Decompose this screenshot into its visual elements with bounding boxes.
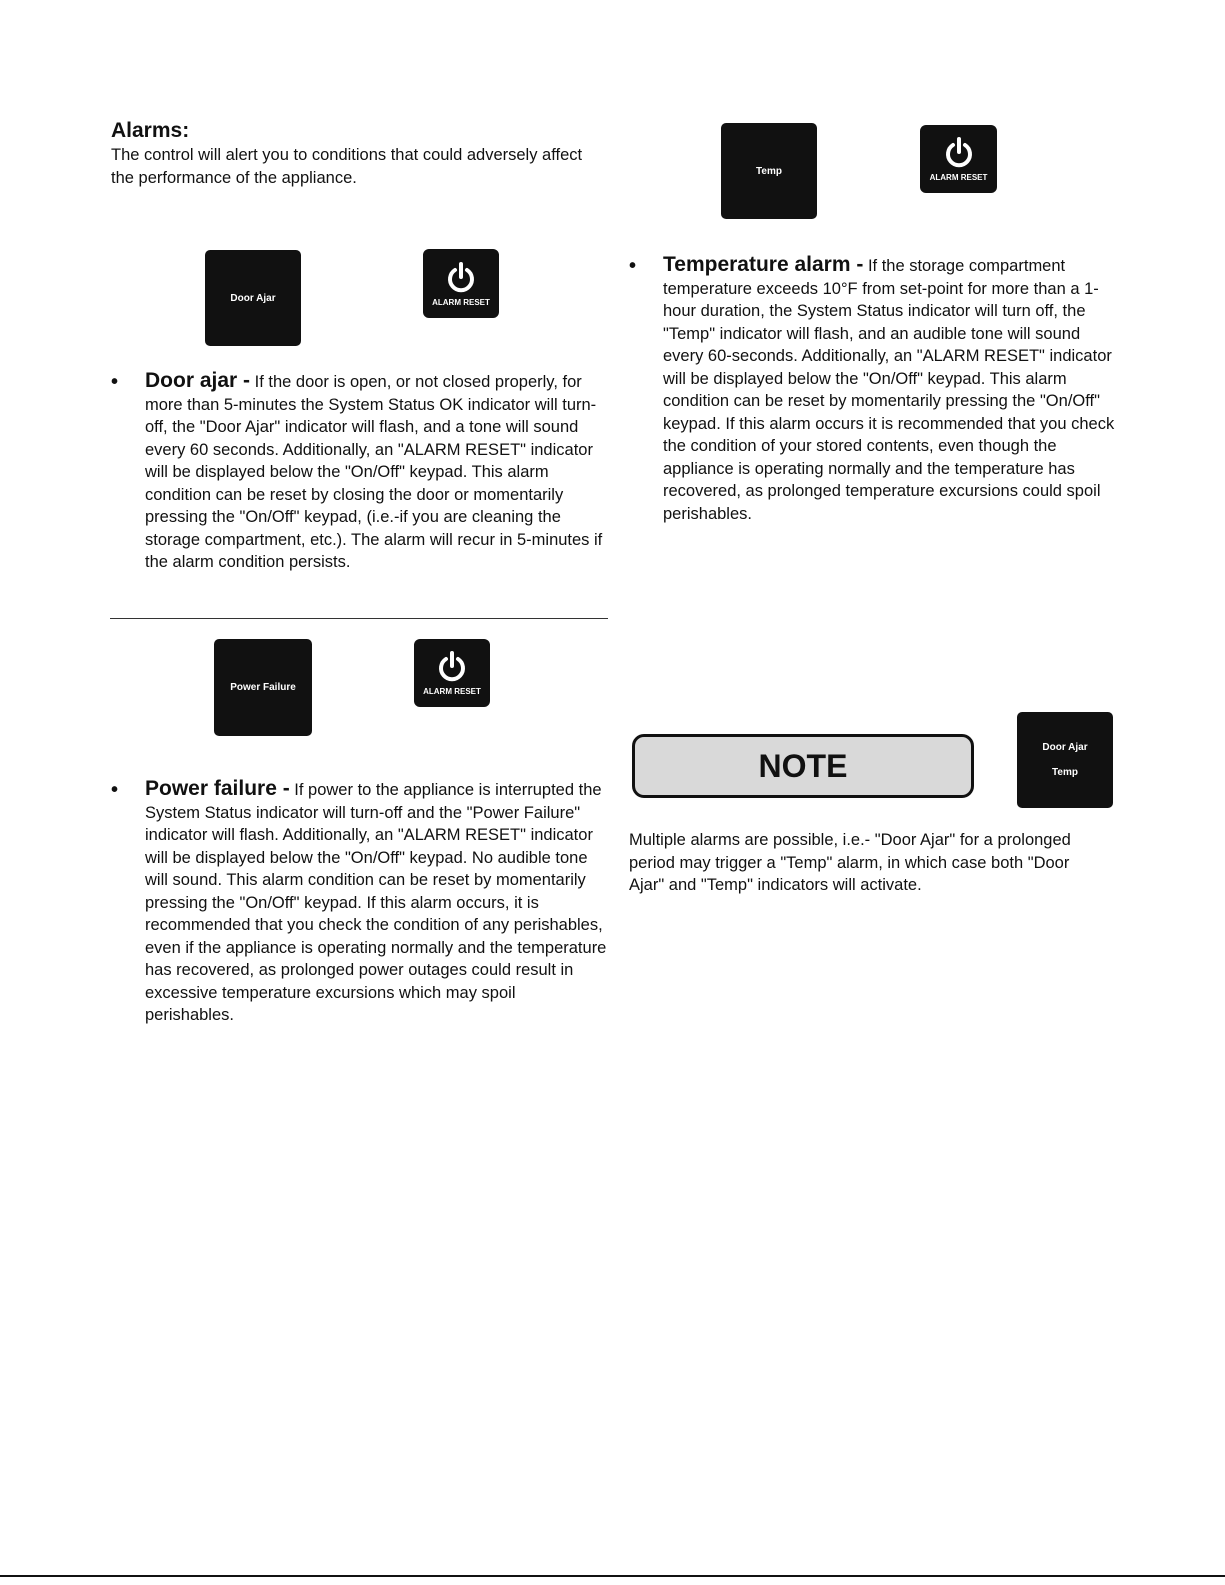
power-icon [444,261,478,295]
door-ajar-indicator [205,250,301,346]
bullet: • [629,255,637,277]
alarm-reset-indicator [414,639,490,707]
power-icon [942,136,976,170]
power-icon [435,650,469,684]
page-bottom-rule [0,1575,1225,1577]
note-text: Multiple alarms are possible, i.e.- "Door Ajar" for a prolonged period may trigger a "Temp" alarm, in which case both "Door Ajar" and "Temp" indicators will activate. [629,831,1071,894]
door-ajar-indicator-label: Door Ajar [230,292,276,304]
temperature-alarm-body: If the storage compartment temperature exceeds 10°F from set-point for more than a 1-hour duration, the System Status indicator will turn off, the "Temp" indicator will flash, and an audible tone will sound every 60-seconds. Additionally, an "ALARM RESET" indicator will be displayed below the "On/Off" keypad. This alarm condition can be reset by momentarily pressing the "On/Off" keypad. If this alarm occurs it is recommended that you check the condition of your stored contents, even though the appliance is operating normally and the temperature has recovered, as prolonged temperature excursions could spoil perishables. [663,257,1115,523]
temp-indicator-label: Temp [756,165,782,177]
door-ajar-label: Door Ajar [1042,742,1088,753]
door-ajar-body: If the door is open, or not closed properly, for more than 5-minutes the System Status OK indicator will turn-off, the "Door Ajar" indicator will flash, and a tone will sound every 60 seconds. Additionally, an "ALARM RESET" indicator will be displayed below the "On/Off" keypad. This alarm condition can be reset by closing the door or momentarily pressing the "On/Off" keypad, (i.e.-if you are cleaning the storage compartment, etc.). The alarm will recur in 5-minutes if the alarm condition persists. [145,373,603,571]
alarm-reset-indicator [423,249,499,318]
alarm-reset-indicator [920,125,997,193]
section-heading: Alarms: [111,119,190,142]
multiple-alarm-indicator [1017,712,1113,808]
bullet: • [111,779,119,801]
temperature-alarm-title: Temperature alarm - [663,253,864,276]
power-failure-body: If power to the appliance is interrupted the System Status indicator will turn-off and the "Power Failure" indicator will flash. Additionally, an "ALARM RESET" indicator will be displayed below the "On/Off" keypad. No audible tone will sound. This alarm condition can be reset by momentarily pressing the "On/Off" keypad. If this alarm occurs, it is recommended that you check the condition of any perishables, even if the appliance is operating normally and the temperature has recovered, as prolonged power outages could result in excessive temperature excursions which may spoil perishables. [145,781,607,1024]
power-failure-indicator-label: Power Failure [230,682,296,693]
temp-label: Temp [1052,767,1078,778]
alarm-reset-label: ALARM RESET [423,687,481,696]
temperature-alarm-description [663,254,1125,525]
alarm-reset-label: ALARM RESET [929,173,988,182]
door-ajar-description [145,370,607,574]
note-label: NOTE [758,747,848,784]
alarm-reset-label: ALARM RESET [432,297,490,307]
power-failure-description [145,778,607,1027]
power-failure-title: Power failure - [145,777,290,800]
intro-text: The control will alert you to conditions that could adversely affect the performance of the appliance. [111,146,583,187]
door-ajar-title: Door ajar - [145,369,251,392]
temp-indicator [721,123,817,219]
bullet: • [111,371,119,393]
section-divider [110,618,608,619]
note-banner [632,734,974,798]
power-failure-indicator [214,639,312,736]
